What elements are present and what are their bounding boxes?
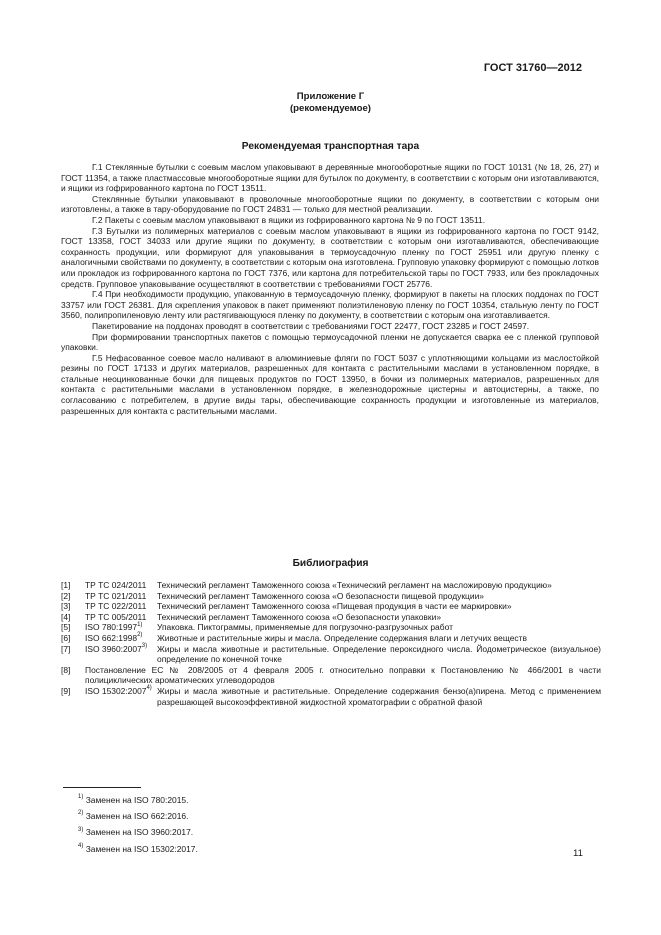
bib-code: ISO 780:1997$^{1)}$	[85, 621, 143, 633]
footnote-mark: 4)	[78, 842, 84, 849]
bib-number: [4]	[61, 611, 71, 622]
appendix-status: (рекомендуемое)	[289, 103, 371, 114]
footnote	[78, 795, 198, 805]
appendix-heading	[0, 91, 661, 115]
bib-text: Технический регламент Таможенного союза «Пищевая продукция в части ее маркировки»	[157, 601, 512, 612]
bibliography-list	[61, 580, 601, 707]
bib-text: Животные и растительные жиры и масла. Определение содержания влаги и летучих веществ	[157, 632, 527, 643]
bib-code: ТР ТС 022/2011	[85, 601, 147, 612]
footnote-mark: 2)	[78, 810, 84, 817]
bib-code: ISO 3960:2007$^{3)}$	[85, 642, 148, 654]
bib-text: Упаковка. Пиктограммы, применяемые для погрузочно-разгрузочных работ	[157, 622, 453, 633]
bibliography-entry	[61, 612, 601, 623]
footnote-mark: 1)	[78, 794, 84, 801]
bib-text: Постановление ЕС № 208/2005 от 4 февраля 2005 г. относительно поправки к Постановлению № 466/2001 в части полициклических ароматических углеводородов	[85, 664, 601, 686]
bib-text: Жиры и масла животные и растительные. Определение пероксидного числа. Йодометрическое (визуальное) определение по конечной точке	[157, 643, 601, 665]
paragraph: Г.1 Стеклянные бутылки с соевым маслом упаковывают в деревянные многооборотные ящики по ГОСТ 10131 (№ 18, 26, 27) и ГОСТ 11354, а также пластмассовые многооборотные ящики для бутылок по документу, в соответствии с которым они изготавливаются, и ящики из гофрированного картона по ГОСТ 13511.	[61, 162, 599, 194]
appendix-title: Приложение Г	[296, 91, 365, 102]
bib-code: ТР ТС 024/2011	[85, 580, 147, 590]
page-number: 11	[573, 848, 583, 859]
bib-number: [7]	[61, 643, 71, 654]
bib-number: [5]	[61, 622, 71, 633]
bibliography-entry	[61, 591, 601, 602]
footnote-text: Заменен на ISO 780:2015.	[85, 795, 189, 805]
paragraph: Г.4 При необходимости продукцию, упакованную в термоусадочную пленку, формируют в пакеты на плоских поддонах по ГОСТ 33757 или ГОСТ 26381. Для скрепления упаковок в пакет применяют полиэтиленовую пленку по ГОСТ 10354, стальную ленту по ГОСТ 3560, полипропиленовую ленту или растягивающуюся пленку по документу, в соответствии с которым она изготавливается.	[61, 289, 599, 321]
bib-text: Технический регламент Таможенного союза «О безопасности упаковки»	[157, 611, 442, 622]
section-body	[61, 162, 599, 416]
footnote-text: Заменен на ISO 3960:2017.	[85, 827, 194, 838]
footnote-mark: 3)	[78, 826, 84, 833]
bibliography-entry	[61, 601, 601, 612]
bibliography-entry	[61, 580, 601, 591]
bib-number: [2]	[61, 590, 71, 601]
bib-number: [9]	[61, 685, 71, 696]
bib-code: ТР ТС 005/2011	[85, 611, 147, 622]
standard-number: ГОСТ 31760—2012	[483, 62, 582, 74]
bib-code: ISO 15302:2007$^{4)}$	[85, 685, 152, 696]
bibliography-title: Библиография	[292, 558, 369, 569]
bibliography-entry	[61, 633, 601, 644]
bib-code: ТР ТС 021/2011	[85, 590, 147, 601]
bib-number: [6]	[61, 632, 71, 643]
footnote-text: Заменен на ISO 15302:2017.	[85, 843, 198, 854]
footnote-ref: 4)	[146, 685, 152, 692]
bib-number: [8]	[61, 664, 71, 675]
footnote	[78, 827, 198, 837]
footnote-divider	[63, 787, 141, 788]
bib-text: Технический регламент Таможенного союза «Технический регламент на масложировую продукцию»	[157, 580, 552, 590]
footnote	[78, 811, 198, 821]
footnote-ref: 3)	[141, 642, 148, 649]
paragraph: Пакетирование на поддонах проводят в соответствии с требованиями ГОСТ 22477, ГОСТ 23285 и ГОСТ 24597.	[92, 320, 530, 331]
bibliography-entry	[61, 665, 601, 686]
bib-number: [3]	[61, 601, 71, 612]
footnote-ref: 1)	[137, 621, 143, 628]
footnote-text: Заменен на ISO 662:2016.	[85, 811, 189, 822]
paragraph: При формировании транспортных пакетов с помощью термоусадочной пленки не допускается сварка ее с пленкой групповой упаковки.	[61, 331, 599, 353]
bibliography-entry	[61, 622, 601, 633]
paragraph: Г.5 Нефасованное соевое масло наливают в алюминиевые фляги по ГОСТ 5037 с уплотняющими кольцами из маслостойкой резины по ГОСТ 17133 и других материалов, разрешенных для контакта с растительными маслами в установленном порядке, в стальные неоцинкованные бочки для пищевых продуктов по ГОСТ 13950, в бочки из полимерных материалов, разрешенных для контакта с растительными маслами в установленном порядке, в железнодорожные цистерны и автоцистерны, а также, по согласованию с потребителем, в другие виды тары, обеспечивающие сохранность продукции и изготовленные из материалов, разрешенных для контакта с растительными маслами.	[61, 352, 599, 416]
paragraph: Стеклянные бутылки упаковывают в проволочные многооборотные ящики по документу, в соответствии с которым они изготовлены, а также в тару-оборудование по ГОСТ 24831 — только для местной реализации.	[61, 193, 599, 215]
bib-text: Жиры и масла животные и растительные. Определение содержания бензо(а)пирена. Метод с применением разрешающей высокоэффективной жидкостной хроматографии с обратной фазой	[157, 685, 601, 707]
footnote	[78, 844, 198, 854]
bib-number: [1]	[61, 580, 71, 590]
bibliography-entry	[61, 686, 601, 707]
bibliography-entry	[61, 644, 601, 665]
paragraph: Г.2 Пакеты с соевым маслом упаковывают в ящики из гофрированного картона № 9 по ГОСТ 13511.	[92, 214, 486, 225]
footnotes	[78, 795, 198, 860]
bib-text: Технический регламент Таможенного союза «О безопасности пищевой продукции»	[157, 590, 484, 601]
section-title: Рекомендуемая транспортная тара	[241, 141, 420, 152]
paragraph: Г.3 Бутылки из полимерных материалов с соевым маслом упаковывают в ящики из гофрированного картона по ГОСТ 9142, ГОСТ 13358, ГОСТ 34033 или другие ящики по документу, в соответствии с которым они изготавливаются, обеспечивающие сохранность продукции, или формируют для упаковывания в термоусадочную пленку по ГОСТ 25951 или другую пленку с аналогичными свойствами по документу, в соответствии с которым она изготовлена. Групповую упаковку формируют с помощью лотков или прокладок из гофрированного картона по ГОСТ 7376, или картона для потребительской тары по ГОСТ 7933, или без прокладочных средств. Групповое упаковывание осуществляют в соответствии с требованиями ГОСТ 25776.	[61, 225, 599, 289]
bib-code: ISO 662:1998$^{2)}$	[85, 632, 143, 643]
footnote-ref: 2)	[137, 632, 143, 639]
